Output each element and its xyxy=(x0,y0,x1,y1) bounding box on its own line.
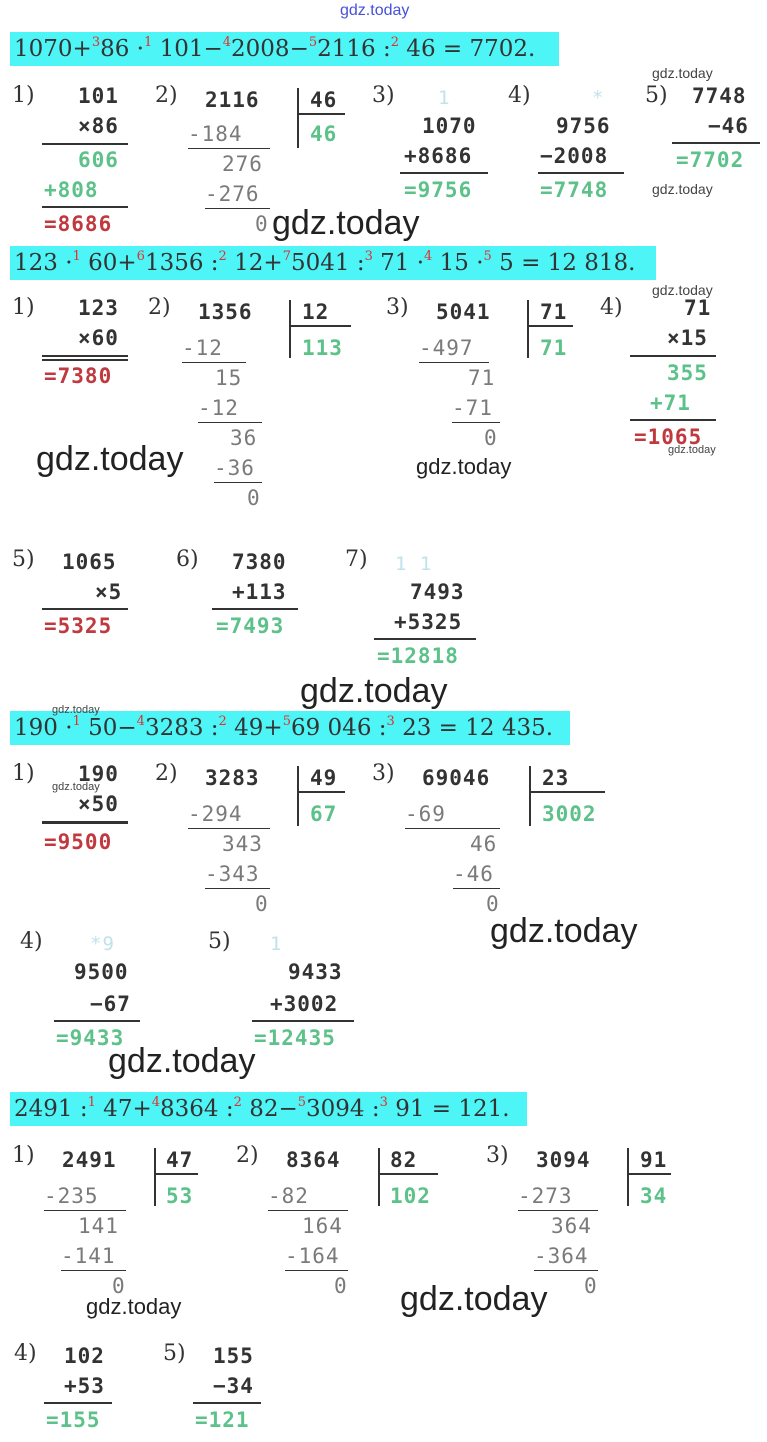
dividend: 69046 xyxy=(422,766,491,790)
divisor: 12 xyxy=(302,300,330,324)
subtrahend: -497 xyxy=(419,336,474,360)
division-bar xyxy=(297,766,299,826)
step-label: 2) xyxy=(155,761,178,786)
watermark: gdz.today xyxy=(300,672,448,710)
step-label: 5) xyxy=(645,83,668,108)
division-bar xyxy=(154,1148,156,1206)
result: =7493 xyxy=(216,614,285,638)
division-bar xyxy=(378,1148,380,1206)
operand-b: −67 xyxy=(90,992,131,1016)
dividend: 1356 xyxy=(198,300,253,324)
divisor: 47 xyxy=(166,1148,194,1172)
result: =5325 xyxy=(44,614,113,638)
equation-banner-2: 123 ·$^1$ 60+$^6$1356 :$^2$ 12+$^7$5041 :$^3$ 71 ·$^4$ 15 ·$^5$ 5 = 12 818. xyxy=(10,246,656,280)
sub-line xyxy=(285,1270,348,1271)
operand-b: +113 xyxy=(232,580,287,604)
remainder: 364 xyxy=(551,1214,592,1238)
carry-mark: 1 1 xyxy=(395,553,433,575)
remainder: 0 xyxy=(484,426,498,450)
subtrahend: -294 xyxy=(188,802,243,826)
divisor: 49 xyxy=(310,766,338,790)
dividend: 8364 xyxy=(286,1148,341,1172)
subtrahend: -36 xyxy=(214,456,255,480)
result: =9756 xyxy=(404,178,473,202)
operand-b: ×5 xyxy=(95,580,123,604)
quotient: 46 xyxy=(310,122,338,146)
sub-line xyxy=(198,422,262,423)
sum-line xyxy=(672,142,760,144)
subtrahend: -12 xyxy=(182,336,223,360)
division-line xyxy=(378,1173,438,1175)
watermark: gdz.today xyxy=(86,1294,182,1319)
watermark: gdz.today xyxy=(652,181,713,197)
operand-a: 101 xyxy=(78,84,119,108)
watermark: gdz.today xyxy=(400,1280,548,1318)
watermark: gdz.today xyxy=(490,912,638,950)
operand-a: 102 xyxy=(64,1344,105,1368)
result: =12435 xyxy=(254,1026,336,1050)
operand-b: ×86 xyxy=(78,114,119,138)
step-label: 4) xyxy=(14,1341,37,1366)
sub-line xyxy=(44,1210,126,1211)
carry-mark: * xyxy=(592,87,605,109)
sub-line xyxy=(452,422,500,423)
subtrahend: -69 xyxy=(405,802,446,826)
result: =12818 xyxy=(377,644,459,668)
result: =7702 xyxy=(676,148,745,172)
remainder: 164 xyxy=(302,1214,343,1238)
step-label: 4) xyxy=(508,83,531,108)
remainder: 141 xyxy=(78,1214,119,1238)
operand-b: +5325 xyxy=(394,610,463,634)
division-bar xyxy=(527,300,529,358)
step-label: 2) xyxy=(155,83,178,108)
sub-line xyxy=(188,828,270,829)
operand-b: +53 xyxy=(64,1374,105,1398)
sub-line xyxy=(405,828,500,829)
subtrahend: -184 xyxy=(188,122,243,146)
result: =7748 xyxy=(540,178,609,202)
remainder: 0 xyxy=(584,1274,598,1298)
operand-b: ×15 xyxy=(667,326,708,350)
quotient: 53 xyxy=(166,1184,194,1208)
remainder: 0 xyxy=(255,212,269,236)
step-label: 5) xyxy=(163,1341,186,1366)
result: =1065 xyxy=(634,425,703,449)
division-bar xyxy=(529,766,531,826)
sum-line xyxy=(212,608,298,610)
operand-b: +8686 xyxy=(404,144,473,168)
step-label: 1) xyxy=(12,1143,35,1168)
remainder: 36 xyxy=(230,426,258,450)
carry-mark: 1 xyxy=(438,87,451,109)
quotient: 71 xyxy=(540,336,568,360)
step-label: 4) xyxy=(20,929,43,954)
watermark: gdz.today xyxy=(272,204,420,242)
watermark: gdz.today xyxy=(416,454,512,479)
sub-line xyxy=(205,888,270,889)
watermark: gdz.today xyxy=(36,440,184,478)
subtrahend: -273 xyxy=(518,1184,573,1208)
dividend: 3283 xyxy=(205,766,260,790)
remainder: 276 xyxy=(222,152,263,176)
sum-line xyxy=(630,355,716,357)
sub-line xyxy=(419,362,489,363)
quotient: 34 xyxy=(640,1184,668,1208)
operand-a: 155 xyxy=(213,1344,254,1368)
dividend: 2491 xyxy=(62,1148,117,1172)
result: =7380 xyxy=(44,364,113,388)
sum-line xyxy=(400,172,488,174)
sub-line xyxy=(205,208,270,209)
sum-line xyxy=(42,821,128,824)
sum-line xyxy=(42,355,128,357)
operand-a: 123 xyxy=(78,296,119,320)
division-line xyxy=(297,113,345,115)
operand-a: 190 xyxy=(78,762,119,786)
division-line xyxy=(289,325,351,327)
sub-line xyxy=(214,482,262,483)
partial-product: +808 xyxy=(44,178,99,202)
step-label: 2) xyxy=(148,295,171,320)
remainder: 0 xyxy=(486,892,500,916)
carry-mark: *9 xyxy=(90,933,115,955)
divisor: 71 xyxy=(540,300,568,324)
watermark: gdz.today xyxy=(52,704,100,716)
watermark: gdz.today xyxy=(52,781,100,793)
operand-a: 7748 xyxy=(692,84,747,108)
top-watermark: gdz.today xyxy=(340,2,410,19)
operand-a: 7493 xyxy=(410,580,465,604)
sum-line xyxy=(42,359,128,361)
equation-banner-4: 2491 :$^1$ 47+$^4$8364 :$^2$ 82−$^5$3094 :$^3$ 91 = 121. xyxy=(10,1092,527,1126)
divisor: 91 xyxy=(640,1148,668,1172)
divisor: 82 xyxy=(390,1148,418,1172)
partial-product: 355 xyxy=(667,361,708,385)
operand-a: 1065 xyxy=(62,550,117,574)
quotient: 3002 xyxy=(542,802,597,826)
sub-line xyxy=(268,1210,348,1211)
subtrahend: -141 xyxy=(61,1244,116,1268)
step-label: 1) xyxy=(12,295,35,320)
step-label: 2) xyxy=(236,1143,259,1168)
sub-line xyxy=(182,362,246,363)
watermark: gdz.today xyxy=(668,444,716,456)
sum-line xyxy=(630,419,716,421)
operand-a: 1070 xyxy=(422,114,477,138)
subtrahend: -82 xyxy=(268,1184,309,1208)
operand-b: −34 xyxy=(213,1374,254,1398)
watermark: gdz.today xyxy=(108,1042,256,1080)
remainder: 46 xyxy=(470,832,498,856)
dividend: 2116 xyxy=(205,88,260,112)
step-label: 5) xyxy=(208,929,231,954)
operand-b: ×50 xyxy=(78,792,119,816)
subtrahend: -276 xyxy=(205,182,260,206)
sum-line xyxy=(193,1402,261,1404)
step-label: 7) xyxy=(345,547,368,572)
operand-b: −46 xyxy=(708,114,749,138)
operand-b: ×60 xyxy=(78,326,119,350)
partial-product: +71 xyxy=(650,391,691,415)
step-label: 3) xyxy=(372,761,395,786)
operand-a: 7380 xyxy=(232,550,287,574)
operand-a: 71 xyxy=(684,296,712,320)
remainder: 71 xyxy=(468,366,496,390)
sub-line xyxy=(534,1270,598,1271)
equation-banner-1: 1070+$^3$86 ·$^1$ 101−$^4$2008−$^5$2116 :$^2$ 46 = 7702. xyxy=(10,32,559,66)
step-label: 1) xyxy=(12,761,35,786)
subtrahend: -235 xyxy=(44,1184,99,1208)
sub-line xyxy=(188,148,270,149)
remainder: 15 xyxy=(215,366,243,390)
sub-line xyxy=(61,1270,126,1271)
sum-line xyxy=(374,638,476,640)
dividend: 3094 xyxy=(536,1148,591,1172)
subtrahend: -46 xyxy=(453,862,494,886)
sum-line xyxy=(42,206,128,208)
subtrahend: -164 xyxy=(285,1244,340,1268)
division-bar xyxy=(627,1148,629,1206)
subtrahend: -12 xyxy=(198,396,239,420)
subtrahend: -364 xyxy=(534,1244,589,1268)
dividend: 5041 xyxy=(436,300,491,324)
subtrahend: -343 xyxy=(205,862,260,886)
division-bar xyxy=(297,88,299,148)
sum-line xyxy=(252,1020,354,1022)
step-label: 6) xyxy=(176,547,199,572)
partial-product: 606 xyxy=(78,148,119,172)
subtrahend: -71 xyxy=(452,396,493,420)
remainder: 0 xyxy=(334,1274,348,1298)
operand-a: 9756 xyxy=(556,114,611,138)
sum-line xyxy=(44,1402,112,1404)
result: =121 xyxy=(195,1408,250,1432)
operand-b: −2008 xyxy=(540,144,609,168)
step-label: 3) xyxy=(372,83,395,108)
result: =9433 xyxy=(56,1026,125,1050)
result: =8686 xyxy=(44,212,113,236)
carry-mark: 1 xyxy=(270,933,283,955)
step-label: 1) xyxy=(12,83,35,108)
sum-line xyxy=(42,608,128,610)
step-label: 5) xyxy=(12,547,35,572)
result: =155 xyxy=(46,1408,101,1432)
quotient: 102 xyxy=(390,1184,431,1208)
operand-a: 9433 xyxy=(288,960,343,984)
division-line xyxy=(154,1173,198,1175)
sum-line xyxy=(42,143,128,145)
division-line xyxy=(529,791,605,793)
result: =9500 xyxy=(44,830,113,854)
quotient: 113 xyxy=(302,336,343,360)
remainder: 0 xyxy=(112,1274,126,1298)
step-label: 3) xyxy=(386,295,409,320)
remainder: 343 xyxy=(222,832,263,856)
quotient: 67 xyxy=(310,802,338,826)
division-line xyxy=(527,325,573,327)
divisor: 46 xyxy=(310,88,338,112)
operand-b: +3002 xyxy=(270,992,339,1016)
division-bar xyxy=(289,300,291,358)
step-label: 4) xyxy=(600,295,623,320)
sub-line xyxy=(453,888,500,889)
remainder: 0 xyxy=(255,892,269,916)
sum-line xyxy=(538,172,624,174)
step-label: 3) xyxy=(486,1143,509,1168)
remainder: 0 xyxy=(247,486,261,510)
equation-banner-3: 190 ·$^1$ 50−$^4$3283 :$^2$ 49+$^5$69 046 :$^3$ 23 = 12 435. xyxy=(10,711,570,745)
sum-line xyxy=(54,1020,140,1022)
division-line xyxy=(297,791,345,793)
sub-line xyxy=(518,1210,598,1211)
operand-a: 9500 xyxy=(74,960,129,984)
watermark: gdz.today xyxy=(652,282,713,298)
watermark: gdz.today xyxy=(652,65,713,81)
divisor: 23 xyxy=(542,766,570,790)
division-line xyxy=(627,1173,671,1175)
